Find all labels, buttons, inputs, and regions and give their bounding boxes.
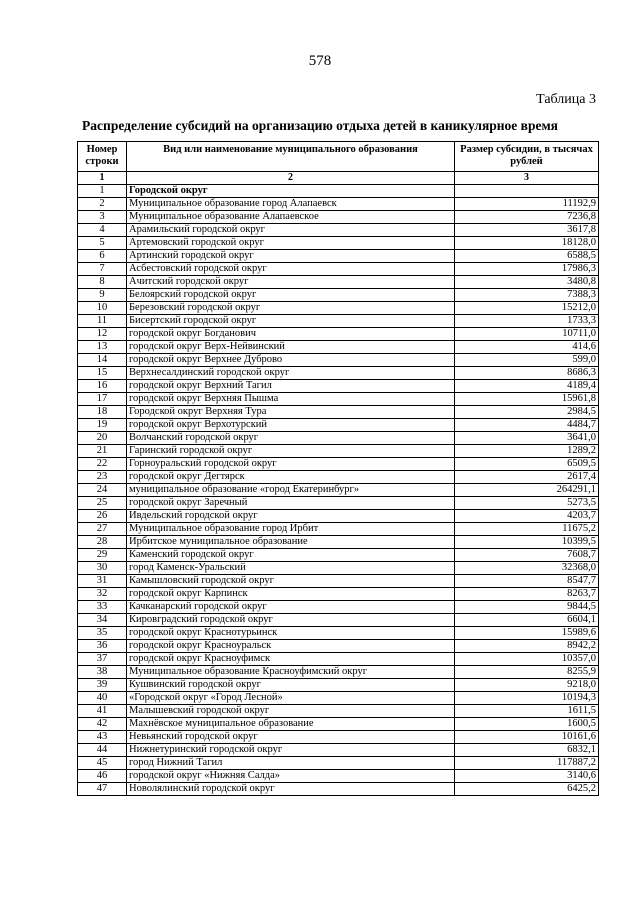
subsidy-amount — [455, 185, 599, 198]
subsidy-amount: 7388,3 — [455, 289, 599, 302]
municipality-name: Качканарский городской округ — [127, 601, 455, 614]
municipality-name: городской округ Краснотурьинск — [127, 627, 455, 640]
subsidy-amount: 117887,2 — [455, 757, 599, 770]
municipality-name: городской округ Карпинск — [127, 588, 455, 601]
row-number: 11 — [78, 315, 127, 328]
municipality-name: Махнёвское муниципальное образование — [127, 718, 455, 731]
subsidy-amount: 1611,5 — [455, 705, 599, 718]
municipality-name: городской округ Верхняя Пышма — [127, 393, 455, 406]
row-number: 22 — [78, 458, 127, 471]
subsidy-amount: 10161,6 — [455, 731, 599, 744]
subsidy-amount: 2617,4 — [455, 471, 599, 484]
table-row — [78, 328, 599, 341]
document-title: Распределение субсидий на организацию отдыха детей в каникулярное время — [82, 118, 558, 133]
row-number: 1 — [78, 185, 127, 198]
municipality-name: Новолялинский городской округ — [127, 783, 455, 796]
column-number: 1 — [78, 172, 127, 185]
row-number: 37 — [78, 653, 127, 666]
table-row — [78, 250, 599, 263]
subsidy-amount: 4189,4 — [455, 380, 599, 393]
row-number: 9 — [78, 289, 127, 302]
table-label: Таблица 3 — [536, 92, 596, 107]
table-row — [78, 523, 599, 536]
municipality-name: Городской округ — [127, 185, 455, 198]
row-number: 5 — [78, 237, 127, 250]
table-row — [78, 744, 599, 757]
row-number: 8 — [78, 276, 127, 289]
table-row — [78, 367, 599, 380]
row-number: 20 — [78, 432, 127, 445]
municipality-name: город Нижний Тагил — [127, 757, 455, 770]
municipality-name: Малышевский городской округ — [127, 705, 455, 718]
subsidy-amount: 10194,3 — [455, 692, 599, 705]
row-number: 26 — [78, 510, 127, 523]
row-number: 12 — [78, 328, 127, 341]
table-row — [78, 224, 599, 237]
table-row — [78, 627, 599, 640]
table-row — [78, 510, 599, 523]
subsidy-amount: 32368,0 — [455, 562, 599, 575]
municipality-name: «Городской округ «Город Лесной» — [127, 692, 455, 705]
row-number: 42 — [78, 718, 127, 731]
header-row-number: Номер строки — [78, 142, 127, 172]
row-number: 46 — [78, 770, 127, 783]
table-row — [78, 705, 599, 718]
row-number: 16 — [78, 380, 127, 393]
row-number: 14 — [78, 354, 127, 367]
municipality-name: городской округ Богданович — [127, 328, 455, 341]
row-number: 39 — [78, 679, 127, 692]
subsidy-amount: 414,6 — [455, 341, 599, 354]
row-number: 23 — [78, 471, 127, 484]
table-row — [78, 718, 599, 731]
header-name: Вид или наименование муниципального образования — [127, 142, 455, 172]
municipality-name: Волчанский городской округ — [127, 432, 455, 445]
subsidy-amount: 264291,1 — [455, 484, 599, 497]
row-number: 21 — [78, 445, 127, 458]
table-row — [78, 315, 599, 328]
municipality-name: Кировградский городской округ — [127, 614, 455, 627]
table-row — [78, 562, 599, 575]
subsidy-amount: 10711,0 — [455, 328, 599, 341]
municipality-name: муниципальное образование «город Екатеринбург» — [127, 484, 455, 497]
row-number: 31 — [78, 575, 127, 588]
subsidy-amount: 599,0 — [455, 354, 599, 367]
table-row — [78, 692, 599, 705]
subsidy-amount: 1733,3 — [455, 315, 599, 328]
row-number: 25 — [78, 497, 127, 510]
subsidy-amount: 11192,9 — [455, 198, 599, 211]
row-number: 45 — [78, 757, 127, 770]
column-number: 3 — [455, 172, 599, 185]
table-row — [78, 419, 599, 432]
subsidy-amount: 8255,9 — [455, 666, 599, 679]
municipality-name: Невьянский городской округ — [127, 731, 455, 744]
municipality-name: городской округ Красноуфимск — [127, 653, 455, 666]
table-header-row — [78, 142, 599, 172]
table-row — [78, 575, 599, 588]
subsidy-amount: 1289,2 — [455, 445, 599, 458]
subsidy-amount: 8263,7 — [455, 588, 599, 601]
row-number: 33 — [78, 601, 127, 614]
subsidy-amount: 15961,8 — [455, 393, 599, 406]
subsidy-amount: 8547,7 — [455, 575, 599, 588]
table-row — [78, 198, 599, 211]
table-row — [78, 640, 599, 653]
column-number: 2 — [127, 172, 455, 185]
subsidy-amount: 11675,2 — [455, 523, 599, 536]
municipality-name: Артемовский городской округ — [127, 237, 455, 250]
table-column-numbers-row — [78, 172, 599, 185]
row-number: 41 — [78, 705, 127, 718]
row-number: 32 — [78, 588, 127, 601]
row-number: 4 — [78, 224, 127, 237]
row-number: 43 — [78, 731, 127, 744]
row-number: 27 — [78, 523, 127, 536]
row-number: 40 — [78, 692, 127, 705]
municipality-name: Кушвинский городской округ — [127, 679, 455, 692]
table-row — [78, 458, 599, 471]
row-number: 34 — [78, 614, 127, 627]
subsidy-amount: 15989,6 — [455, 627, 599, 640]
table-row — [78, 536, 599, 549]
table-row — [78, 679, 599, 692]
row-number: 28 — [78, 536, 127, 549]
municipality-name: городской округ Верх-Нейвинский — [127, 341, 455, 354]
subsidy-amount: 8686,3 — [455, 367, 599, 380]
table-row — [78, 341, 599, 354]
municipality-name: Городской округ Верхняя Тура — [127, 406, 455, 419]
table-row — [78, 471, 599, 484]
table-row — [78, 757, 599, 770]
subsidy-amount: 3617,8 — [455, 224, 599, 237]
subsidy-amount: 10357,0 — [455, 653, 599, 666]
municipality-name: Асбестовский городской округ — [127, 263, 455, 276]
subsidy-amount: 7236,8 — [455, 211, 599, 224]
row-number: 18 — [78, 406, 127, 419]
municipality-name: Верхнесалдинский городской округ — [127, 367, 455, 380]
table-row — [78, 497, 599, 510]
subsidy-amount: 6604,1 — [455, 614, 599, 627]
municipality-name: Артинский городской округ — [127, 250, 455, 263]
table-row — [78, 653, 599, 666]
row-number: 3 — [78, 211, 127, 224]
subsidy-amount: 10399,5 — [455, 536, 599, 549]
subsidy-amount: 18128,0 — [455, 237, 599, 250]
table-row — [78, 588, 599, 601]
municipality-name: Арамильский городской округ — [127, 224, 455, 237]
subsidy-amount: 6588,5 — [455, 250, 599, 263]
table-row — [78, 185, 599, 198]
municipality-name: городской округ Заречный — [127, 497, 455, 510]
table-row — [78, 380, 599, 393]
header-subsidy: Размер субсидии, в тысячах рублей — [455, 142, 599, 172]
municipality-name: Нижнетуринский городской округ — [127, 744, 455, 757]
table-row — [78, 406, 599, 419]
table-row — [78, 770, 599, 783]
municipality-name: Горноуральский городской округ — [127, 458, 455, 471]
table-row — [78, 614, 599, 627]
municipality-name: городской округ Верхотурский — [127, 419, 455, 432]
municipality-name: городской округ «Нижняя Салда» — [127, 770, 455, 783]
table-row — [78, 237, 599, 250]
municipality-name: Белоярский городской округ — [127, 289, 455, 302]
row-number: 29 — [78, 549, 127, 562]
municipality-name: Бисертский городской округ — [127, 315, 455, 328]
row-number: 10 — [78, 302, 127, 315]
subsidy-amount: 15212,0 — [455, 302, 599, 315]
municipality-name: Ирбитское муниципальное образование — [127, 536, 455, 549]
municipality-name: Муниципальное образование город Ирбит — [127, 523, 455, 536]
subsidy-amount: 9844,5 — [455, 601, 599, 614]
municipality-name: городской округ Дегтярск — [127, 471, 455, 484]
municipality-name: Гаринский городской округ — [127, 445, 455, 458]
subsidy-amount: 7608,7 — [455, 549, 599, 562]
table-row — [78, 276, 599, 289]
row-number: 13 — [78, 341, 127, 354]
row-number: 38 — [78, 666, 127, 679]
municipality-name: Муниципальное образование Алапаевское — [127, 211, 455, 224]
municipality-name: город Каменск-Уральский — [127, 562, 455, 575]
subsidy-amount: 4484,7 — [455, 419, 599, 432]
municipality-name: Ачитский городской округ — [127, 276, 455, 289]
municipality-name: городской округ Красноуральск — [127, 640, 455, 653]
subsidy-table — [77, 141, 599, 796]
subsidy-amount: 3480,8 — [455, 276, 599, 289]
municipality-name: Камышловский городской округ — [127, 575, 455, 588]
table-body — [78, 185, 599, 796]
table-row — [78, 432, 599, 445]
table-row — [78, 783, 599, 796]
table-row — [78, 302, 599, 315]
municipality-name: городской округ Верхнее Дуброво — [127, 354, 455, 367]
row-number: 24 — [78, 484, 127, 497]
row-number: 7 — [78, 263, 127, 276]
page-number: 578 — [308, 53, 332, 69]
row-number: 44 — [78, 744, 127, 757]
table-row — [78, 211, 599, 224]
subsidy-amount: 3641,0 — [455, 432, 599, 445]
subsidy-amount: 1600,5 — [455, 718, 599, 731]
row-number: 17 — [78, 393, 127, 406]
row-number: 30 — [78, 562, 127, 575]
table-row — [78, 601, 599, 614]
subsidy-amount: 4203,7 — [455, 510, 599, 523]
subsidy-amount: 8942,2 — [455, 640, 599, 653]
subsidy-amount: 3140,6 — [455, 770, 599, 783]
table-row — [78, 549, 599, 562]
table-row — [78, 731, 599, 744]
subsidy-amount: 5273,5 — [455, 497, 599, 510]
row-number: 19 — [78, 419, 127, 432]
row-number: 36 — [78, 640, 127, 653]
municipality-name: Каменский городской округ — [127, 549, 455, 562]
municipality-name: Муниципальное образование Красноуфимский округ — [127, 666, 455, 679]
municipality-name: Березовский городской округ — [127, 302, 455, 315]
row-number: 47 — [78, 783, 127, 796]
row-number: 35 — [78, 627, 127, 640]
row-number: 2 — [78, 198, 127, 211]
table-row — [78, 445, 599, 458]
subsidy-amount: 9218,0 — [455, 679, 599, 692]
subsidy-amount: 17986,3 — [455, 263, 599, 276]
municipality-name: Ивдельский городской округ — [127, 510, 455, 523]
municipality-name: Муниципальное образование город Алапаевск — [127, 198, 455, 211]
subsidy-amount: 6832,1 — [455, 744, 599, 757]
table-row — [78, 666, 599, 679]
table-row — [78, 393, 599, 406]
subsidy-amount: 2984,5 — [455, 406, 599, 419]
table-row — [78, 354, 599, 367]
table-row — [78, 263, 599, 276]
table-row — [78, 289, 599, 302]
subsidy-amount: 6509,5 — [455, 458, 599, 471]
row-number: 15 — [78, 367, 127, 380]
row-number: 6 — [78, 250, 127, 263]
subsidy-amount: 6425,2 — [455, 783, 599, 796]
table-row — [78, 484, 599, 497]
municipality-name: городской округ Верхний Тагил — [127, 380, 455, 393]
